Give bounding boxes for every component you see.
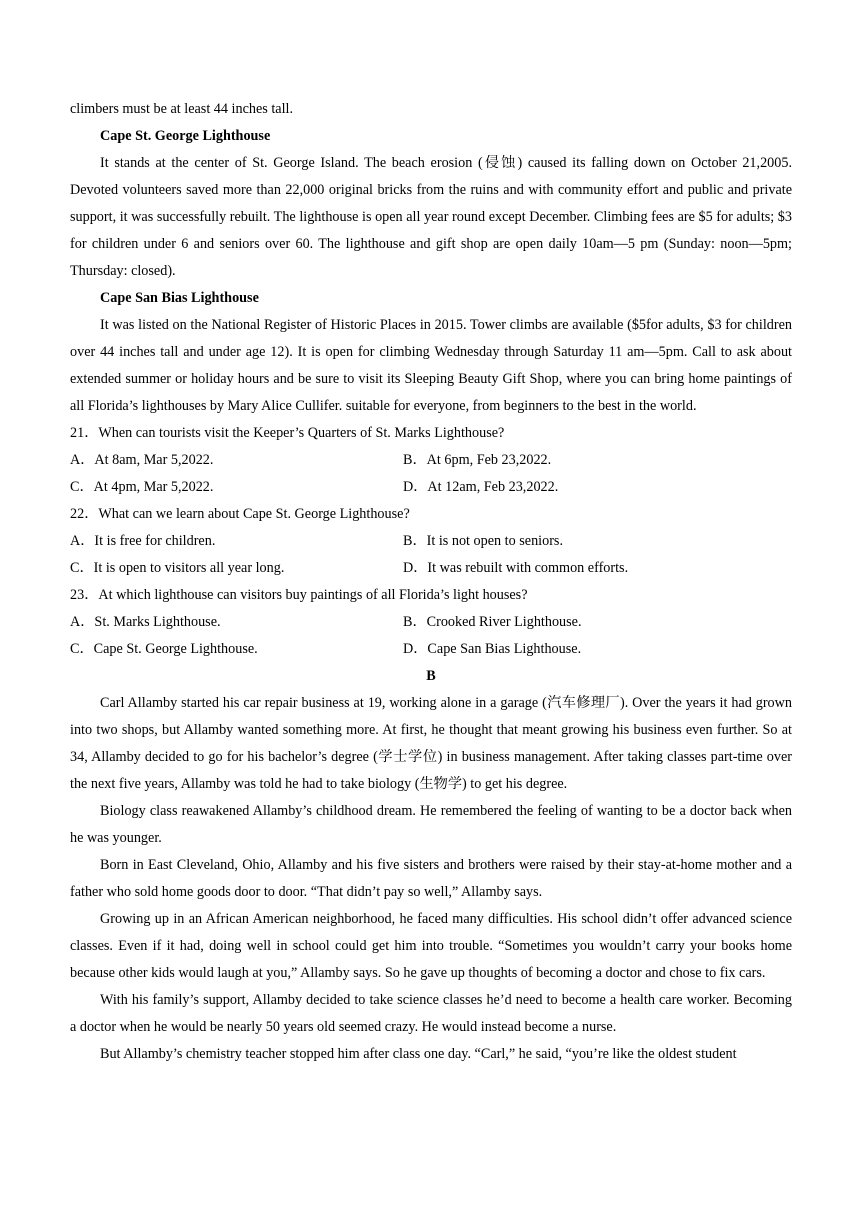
question-options — [70, 528, 792, 582]
option-a: A．It is free for children. — [70, 533, 216, 549]
option-b: B．At 6pm, Feb 23,2022. — [403, 452, 552, 468]
passage-b-paragraph: With his family’s support, Allamby decided to take science classes he’d need to become a health care worker. Becoming a doctor when he would be nearly 50 years old seemed crazy. He would instead become a nurse. — [70, 992, 792, 1035]
option-c: C．It is open to visitors all year long. — [70, 560, 285, 576]
question-21 — [70, 420, 792, 501]
option-d: D．At 12am, Feb 23,2022. — [403, 479, 559, 495]
option-a: A．At 8am, Mar 5,2022. — [70, 452, 214, 468]
question-23 — [70, 582, 792, 663]
option-b: B．Crooked River Lighthouse. — [403, 614, 582, 630]
question-22 — [70, 501, 792, 582]
question-stem: 23．At which lighthouse can visitors buy paintings of all Florida’s light houses? — [70, 587, 528, 603]
lighthouse-text-cape-san-bias: It was listed on the National Register of Historic Places in 2015. Tower climbs are available ($5for adults, $3 for children over 44 inches tall and under age 12). It is open for climbing Wednesday through Saturday 11 am—5pm. Call to ask about extended summer or holiday hours and be sure to visit its Sleeping Beauty Gift Shop, where you can bring home paintings of all Florida’s lighthouses by Mary Alice Cullifer. suitable for everyone, from beginners to the best in the world. — [70, 317, 792, 414]
section-label-b: B — [426, 668, 436, 684]
lighthouse-heading-cape-san-bias: Cape San Bias Lighthouse — [100, 290, 259, 306]
question-options — [70, 447, 792, 501]
option-d: D．It was rebuilt with common efforts. — [403, 560, 629, 576]
intro-tail-text: climbers must be at least 44 inches tall. — [70, 101, 294, 117]
option-b: B．It is not open to seniors. — [403, 533, 563, 549]
passage-b-paragraph: Growing up in an African American neighborhood, he faced many difficulties. His school didn’t offer advanced science classes. Even if it had, doing well in school could get him into trouble. “Sometimes you wouldn’t carry your books home because other kids would laugh at you,” Allamby says. So he gave up thoughts of becoming a doctor and chose to fix cars. — [70, 911, 792, 981]
passage-b-paragraph: Carl Allamby started his car repair business at 19, working alone in a garage (汽车修理厂). Over the years it had grown into two shops, but Allamby wanted something more. At first, he thought that meant growing his business even further. So at 34, Allamby decided to go for his bachelor’s degree (学士学位) in business management. After taking classes part-time over the next five years, Allamby was told he had to take biology (生物学) to get his degree. — [70, 695, 792, 792]
question-stem: 21．When can tourists visit the Keeper’s Quarters of St. Marks Lighthouse? — [70, 425, 505, 441]
question-stem: 22．What can we learn about Cape St. George Lighthouse? — [70, 506, 410, 522]
passage-b-paragraph: Born in East Cleveland, Ohio, Allamby and his five sisters and brothers were raised by their stay-at-home mother and a father who sold home goods door to door. “That didn’t pay so well,” Allamby says. — [70, 857, 792, 900]
passage-b-paragraph: Biology class reawakened Allamby’s childhood dream. He remembered the feeling of wanting to be a doctor back when he was younger. — [70, 803, 792, 846]
passage-b-paragraph: But Allamby’s chemistry teacher stopped him after class one day. “Carl,” he said, “you’re like the oldest student — [100, 1046, 737, 1062]
option-c: C．Cape St. George Lighthouse. — [70, 641, 258, 657]
option-a: A．St. Marks Lighthouse. — [70, 614, 221, 630]
option-c: C．At 4pm, Mar 5,2022. — [70, 479, 214, 495]
document-content — [70, 96, 792, 1068]
lighthouse-text-cape-st-george: It stands at the center of St. George Island. The beach erosion (侵蚀) caused its falling down on October 21,2005. Devoted volunteers saved more than 22,000 original bricks from the ruins and with community effort and public and private support, it was successfully rebuilt. The lighthouse is open all year round except December. Climbing fees are $5 for adults; $3 for children under 6 and seniors over 60. The lighthouse and gift shop are open daily 10am—5 pm (Sunday: noon—5pm; Thursday: closed). — [70, 155, 792, 279]
lighthouse-heading-cape-st-george: Cape St. George Lighthouse — [100, 128, 271, 144]
option-d: D．Cape San Bias Lighthouse. — [403, 641, 582, 657]
question-options — [70, 609, 792, 663]
